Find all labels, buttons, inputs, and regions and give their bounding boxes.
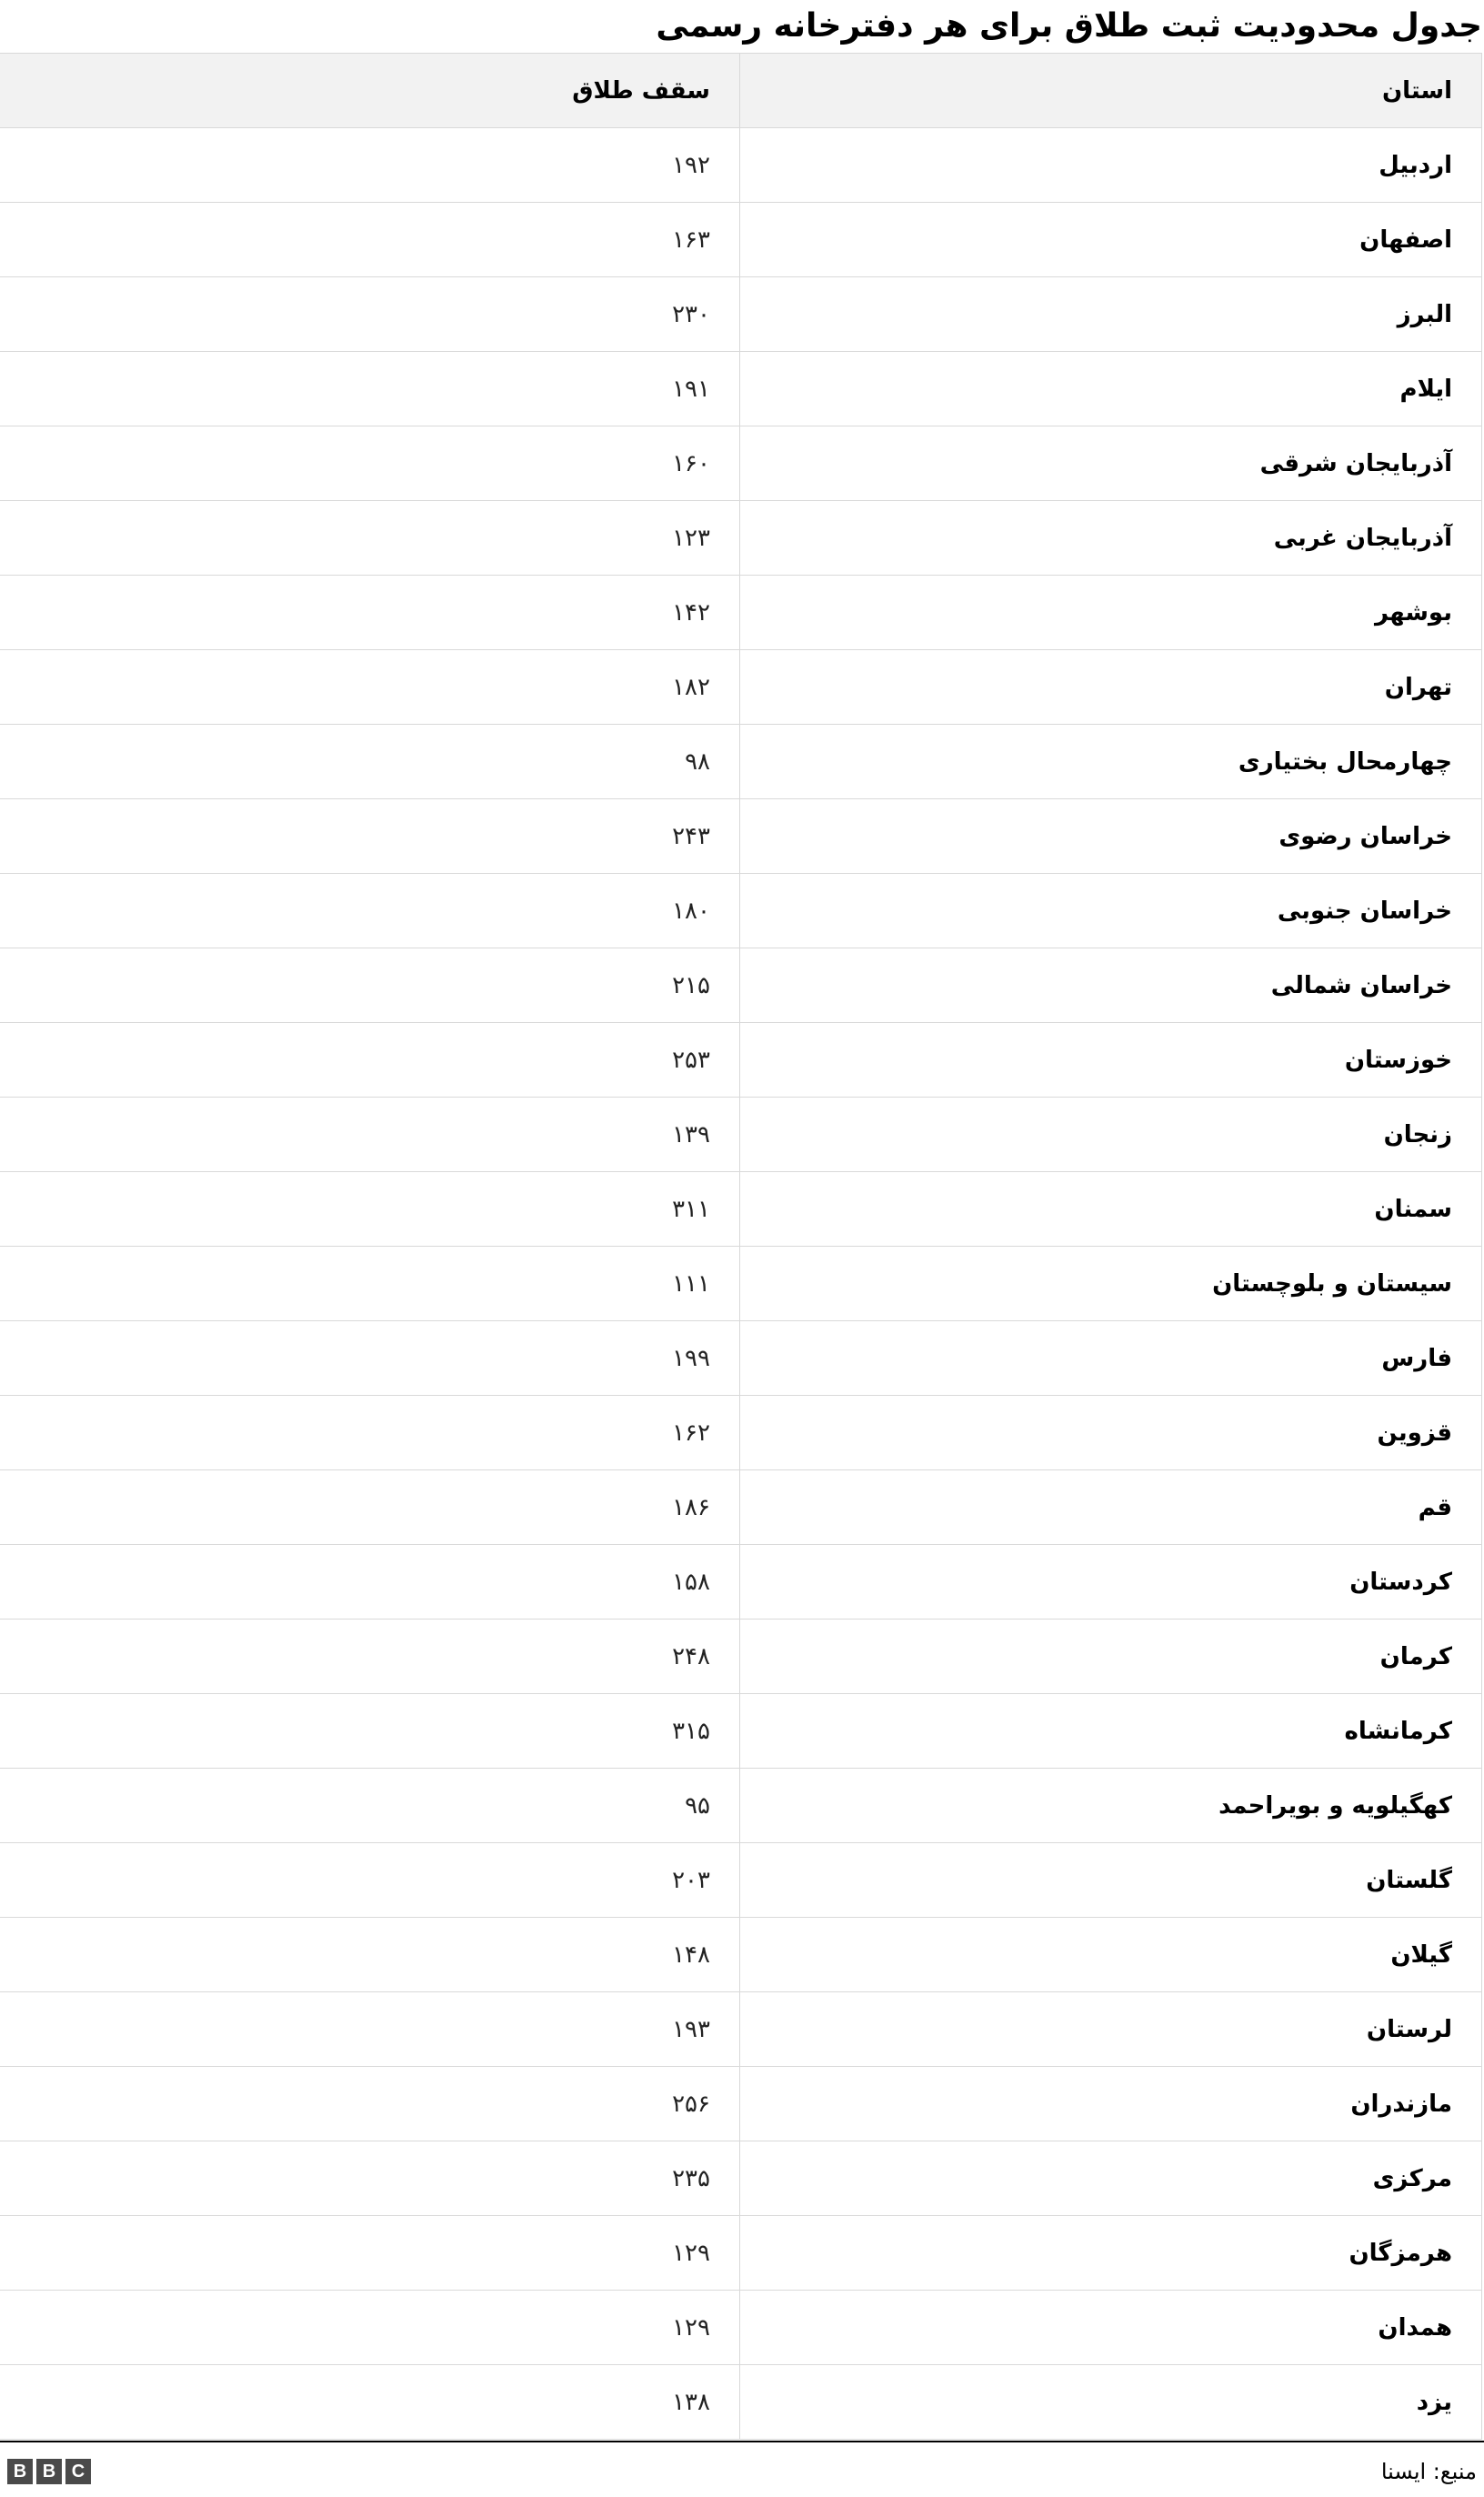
table-row — [0, 1396, 1482, 1470]
cap-cell: ۲۱۵ — [0, 948, 740, 1023]
table-row — [0, 2216, 1482, 2291]
cap-cell: ۱۵۸ — [0, 1545, 740, 1620]
table-header-row — [0, 54, 1482, 128]
logo-letter: B — [36, 2459, 62, 2484]
cap-cell: ۱۸۲ — [0, 650, 740, 725]
province-cell: کرمان — [740, 1620, 1482, 1694]
province-cell: کهگیلویه و بویراحمد — [740, 1769, 1482, 1843]
logo-letter: B — [7, 2459, 33, 2484]
province-cell: کردستان — [740, 1545, 1482, 1620]
table-row — [0, 426, 1482, 501]
province-cell: اصفهان — [740, 203, 1482, 277]
province-cell: فارس — [740, 1321, 1482, 1396]
table-row — [0, 1470, 1482, 1545]
cap-cell: ۲۴۳ — [0, 799, 740, 874]
cap-cell: ۱۸۶ — [0, 1470, 740, 1545]
cap-cell: ۲۵۳ — [0, 1023, 740, 1098]
cap-cell: ۱۹۹ — [0, 1321, 740, 1396]
cap-cell: ۱۴۸ — [0, 1918, 740, 1992]
cap-cell: ۲۳۰ — [0, 277, 740, 352]
table-row — [0, 650, 1482, 725]
cap-cell: ۲۰۳ — [0, 1843, 740, 1918]
province-cell: آذربایجان غربی — [740, 501, 1482, 576]
cap-cell: ۱۱۱ — [0, 1247, 740, 1321]
province-cell: مازندران — [740, 2067, 1482, 2141]
province-cell: البرز — [740, 277, 1482, 352]
province-cell: چهارمحال بختیاری — [740, 725, 1482, 799]
province-cell: گیلان — [740, 1918, 1482, 1992]
bbc-logo — [7, 2459, 91, 2484]
cap-cell: ۱۳۹ — [0, 1098, 740, 1172]
table-row — [0, 948, 1482, 1023]
province-cell: خراسان شمالی — [740, 948, 1482, 1023]
table-row — [0, 1843, 1482, 1918]
source-label: منبع: ایسنا — [1380, 2459, 1477, 2484]
page-title: جدول محدودیت ثبت طلاق برای هر دفترخانه رسمی — [656, 7, 1482, 45]
province-cell: هرمزگان — [740, 2216, 1482, 2291]
province-cell: کرمانشاه — [740, 1694, 1482, 1769]
cap-cell: ۲۳۵ — [0, 2141, 740, 2216]
table-row — [0, 1247, 1482, 1321]
cap-cell: ۱۶۰ — [0, 426, 740, 501]
province-cell: لرستان — [740, 1992, 1482, 2067]
table-row — [0, 1992, 1482, 2067]
table-body — [0, 128, 1482, 2440]
province-cell: زنجان — [740, 1098, 1482, 1172]
cap-cell: ۱۹۲ — [0, 128, 740, 203]
logo-letter: C — [65, 2459, 91, 2484]
cap-cell: ۱۹۱ — [0, 352, 740, 426]
footer-divider — [0, 2441, 1484, 2442]
table-row — [0, 576, 1482, 650]
province-cell: همدان — [740, 2291, 1482, 2365]
table-row — [0, 1321, 1482, 1396]
cap-cell: ۱۲۹ — [0, 2291, 740, 2365]
cap-cell: ۲۴۸ — [0, 1620, 740, 1694]
table-row — [0, 799, 1482, 874]
cap-cell: ۳۱۱ — [0, 1172, 740, 1247]
cap-cell: ۹۵ — [0, 1769, 740, 1843]
province-cell: سمنان — [740, 1172, 1482, 1247]
table-row — [0, 725, 1482, 799]
table-row — [0, 352, 1482, 426]
province-cell: آذربایجان شرقی — [740, 426, 1482, 501]
table-row — [0, 2365, 1482, 2440]
table-row — [0, 1098, 1482, 1172]
province-cell: بوشهر — [740, 576, 1482, 650]
province-cell: سیستان و بلوچستان — [740, 1247, 1482, 1321]
table-row — [0, 1023, 1482, 1098]
header-cap: سقف طلاق — [0, 54, 740, 128]
cap-cell: ۱۶۲ — [0, 1396, 740, 1470]
province-cell: ایلام — [740, 352, 1482, 426]
province-cell: خراسان رضوی — [740, 799, 1482, 874]
table-row — [0, 2141, 1482, 2216]
cap-cell: ۱۴۲ — [0, 576, 740, 650]
table-row — [0, 1769, 1482, 1843]
table-row — [0, 1918, 1482, 1992]
cap-cell: ۱۲۳ — [0, 501, 740, 576]
province-cell: قزوین — [740, 1396, 1482, 1470]
province-cell: قم — [740, 1470, 1482, 1545]
cap-cell: ۲۵۶ — [0, 2067, 740, 2141]
table-row — [0, 1620, 1482, 1694]
province-cell: اردبیل — [740, 128, 1482, 203]
table-row — [0, 1172, 1482, 1247]
cap-cell: ۱۸۰ — [0, 874, 740, 948]
header-province: استان — [740, 54, 1482, 128]
table-row — [0, 1694, 1482, 1769]
table-row — [0, 501, 1482, 576]
table-row — [0, 1545, 1482, 1620]
province-cell: خراسان جنوبی — [740, 874, 1482, 948]
table-row — [0, 2291, 1482, 2365]
cap-cell: ۹۸ — [0, 725, 740, 799]
province-cell: گلستان — [740, 1843, 1482, 1918]
cap-cell: ۱۲۹ — [0, 2216, 740, 2291]
cap-cell: ۱۹۳ — [0, 1992, 740, 2067]
table-row — [0, 2067, 1482, 2141]
table-row — [0, 277, 1482, 352]
province-cell: یزد — [740, 2365, 1482, 2440]
divorce-limit-table — [0, 53, 1482, 2440]
table-container — [0, 53, 1482, 2440]
cap-cell: ۳۱۵ — [0, 1694, 740, 1769]
table-row — [0, 203, 1482, 277]
province-cell: تهران — [740, 650, 1482, 725]
province-cell: خوزستان — [740, 1023, 1482, 1098]
cap-cell: ۱۳۸ — [0, 2365, 740, 2440]
table-row — [0, 128, 1482, 203]
table-row — [0, 874, 1482, 948]
province-cell: مرکزی — [740, 2141, 1482, 2216]
cap-cell: ۱۶۳ — [0, 203, 740, 277]
